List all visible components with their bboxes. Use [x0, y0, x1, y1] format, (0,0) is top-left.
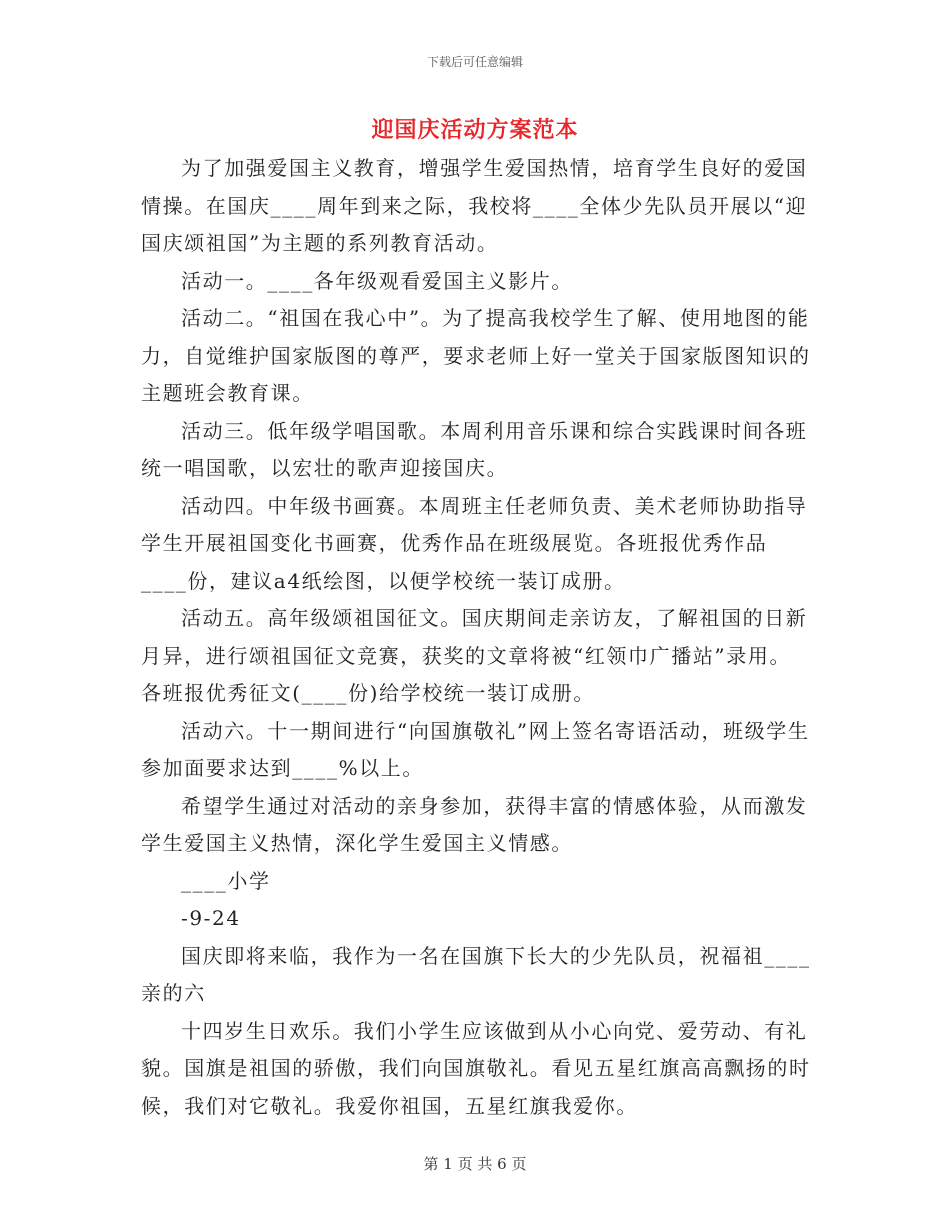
- page-footer: 第 1 页 共 6 页: [423, 1155, 527, 1173]
- paragraph-activity-5: 活动五。高年级颂祖国征文。国庆期间走亲访友，了解祖国的日新月异，进行颂祖国征文竞赛，获奖的文章将被“红领巾广播站”录用。各班报优秀征文(____份)给学校统一装订成册。: [141, 606, 808, 705]
- paragraph-speech-start: 国庆即将来临，我作为一名在国旗下长大的少先队员，祝福祖____亲的六: [141, 943, 811, 1005]
- document-body: [141, 150, 811, 1125]
- document-title: 迎国庆活动方案范本: [371, 117, 579, 143]
- paragraph-closing: 希望学生通过对活动的亲身参加，获得丰富的情感体验，从而激发学生爱国主义热情，深化学生爱国主义情感。: [141, 793, 808, 855]
- paragraph-activity-1: 活动一。____各年级观看爱国主义影片。: [181, 268, 573, 293]
- paragraph-activity-3: 活动三。低年级学唱国歌。本周利用音乐课和综合实践课时间各班统一唱国歌，以宏壮的歌声迎接国庆。: [141, 418, 808, 480]
- paragraph-speech-continued: 十四岁生日欢乐。我们小学生应该做到从小心向党、爱劳动、有礼貌。国旗是祖国的骄傲，我们向国旗敬礼。看见五星红旗高高飘扬的时候，我们对它敬礼。我爱你祖国，五星红旗我爱你。: [141, 1018, 811, 1118]
- paragraph-activity-6: 活动六。十一期间进行“向国旗敬礼”网上签名寄语活动，班级学生参加面要求达到____%以上。: [141, 718, 810, 780]
- paragraph-intro: 为了加强爱国主义教育，增强学生爱国热情，培育学生良好的爱国情操。在国庆____周年到来之际，我校将____全体少先队员开展以“迎国庆颂祖国”为主题的系列教育活动。: [141, 156, 808, 255]
- header-note: 下载后可任意编辑: [426, 55, 523, 69]
- paragraph-activity-4: 活动四。中年级书画赛。本周班主任老师负责、美术老师协助指导学生开展祖国变化书画赛，优秀作品在班级展览。各班报优秀作品____份，建议a4纸绘图，以便学校统一装订成册。: [141, 493, 808, 593]
- signature-date: -9-24: [181, 906, 241, 930]
- paragraph-activity-2: 活动二。“祖国在我心中”。为了提高我校学生了解、使用地图的能力，自觉维护国家版图的尊严，要求老师上好一堂关于国家版图知识的主题班会教育课。: [141, 306, 811, 405]
- signature-school: ____小学: [181, 868, 271, 893]
